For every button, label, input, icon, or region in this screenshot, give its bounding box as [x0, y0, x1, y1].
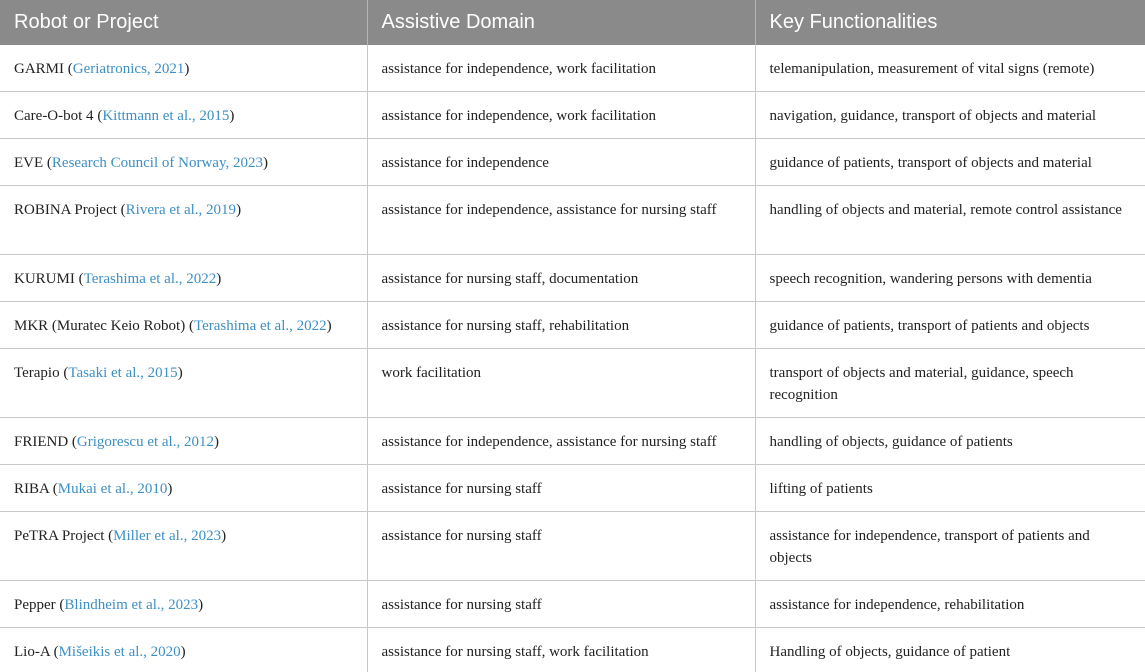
cell-robot-or-project: Care-O-bot 4 (Kittmann et al., 2015) [0, 92, 367, 139]
robot-name: GARMI [14, 61, 64, 77]
cell-key-functionalities: lifting of patients [755, 465, 1145, 512]
robot-name: Terapio [14, 365, 60, 381]
table-row [0, 628, 1145, 672]
table-row [0, 302, 1145, 349]
citation-link[interactable]: Terashima et al., 2022 [194, 318, 327, 334]
cell-key-functionalities: assistance for independence, rehabilitation [755, 581, 1145, 628]
citation-link[interactable]: Geriatronics, 2021 [73, 61, 185, 77]
robot-name: Lio-A [14, 644, 50, 660]
cell-assistive-domain: assistance for nursing staff, rehabilitation [367, 302, 755, 349]
cell-key-functionalities: Handling of objects, guidance of patient [755, 628, 1145, 672]
citation-link[interactable]: Tasaki et al., 2015 [68, 365, 177, 381]
cell-robot-or-project: KURUMI (Terashima et al., 2022) [0, 255, 367, 302]
header-key-functionalities: Key Functionalities [755, 0, 1145, 45]
table-row [0, 45, 1145, 92]
table-row [0, 186, 1145, 255]
table-row [0, 255, 1145, 302]
cell-assistive-domain: assistance for independence, work facilitation [367, 92, 755, 139]
robot-name: Care-O-bot 4 [14, 108, 94, 124]
cell-robot-or-project: FRIEND (Grigorescu et al., 2012) [0, 418, 367, 465]
cell-assistive-domain: assistance for nursing staff, work facilitation [367, 628, 755, 672]
cell-robot-or-project: EVE (Research Council of Norway, 2023) [0, 139, 367, 186]
cell-key-functionalities: handling of objects, guidance of patients [755, 418, 1145, 465]
table-row [0, 139, 1145, 186]
citation-link[interactable]: Mukai et al., 2010 [58, 481, 168, 497]
cell-assistive-domain: assistance for nursing staff [367, 512, 755, 581]
table-row [0, 581, 1145, 628]
table-row [0, 418, 1145, 465]
cell-robot-or-project: Terapio (Tasaki et al., 2015) [0, 349, 367, 418]
table-row [0, 92, 1145, 139]
robot-name: EVE [14, 155, 43, 171]
cell-robot-or-project: MKR (Muratec Keio Robot) (Terashima et al., 2022) [0, 302, 367, 349]
cell-assistive-domain: work facilitation [367, 349, 755, 418]
cell-assistive-domain: assistance for independence, assistance for nursing staff [367, 186, 755, 255]
header-row [0, 0, 1145, 45]
robot-name: ROBINA Project [14, 202, 117, 218]
cell-assistive-domain: assistance for nursing staff, documentation [367, 255, 755, 302]
cell-key-functionalities: transport of objects and material, guidance, speech recognition [755, 349, 1145, 418]
robot-name: Pepper [14, 597, 56, 613]
robot-name: RIBA [14, 481, 49, 497]
citation-link[interactable]: Grigorescu et al., 2012 [77, 434, 214, 450]
citation-link[interactable]: Mišeikis et al., 2020 [59, 644, 181, 660]
cell-assistive-domain: assistance for nursing staff [367, 581, 755, 628]
cell-key-functionalities: telemanipulation, measurement of vital signs (remote) [755, 45, 1145, 92]
table-row [0, 512, 1145, 581]
citation-link[interactable]: Terashima et al., 2022 [84, 271, 217, 287]
citation-link[interactable]: Kittmann et al., 2015 [102, 108, 229, 124]
cell-assistive-domain: assistance for nursing staff [367, 465, 755, 512]
table-row [0, 349, 1145, 418]
cell-robot-or-project: Lio-A (Mišeikis et al., 2020) [0, 628, 367, 672]
table-row [0, 465, 1145, 512]
citation-link[interactable]: Rivera et al., 2019 [126, 202, 236, 218]
citation-link[interactable]: Miller et al., 2023 [113, 528, 221, 544]
cell-key-functionalities: speech recognition, wandering persons with dementia [755, 255, 1145, 302]
robot-name: FRIEND [14, 434, 68, 450]
citation-link[interactable]: Research Council of Norway, 2023 [52, 155, 263, 171]
cell-key-functionalities: navigation, guidance, transport of objects and material [755, 92, 1145, 139]
cell-robot-or-project: RIBA (Mukai et al., 2010) [0, 465, 367, 512]
cell-key-functionalities: assistance for independence, transport of patients and objects [755, 512, 1145, 581]
robot-name: MKR (Muratec Keio Robot) [14, 318, 185, 334]
robot-name: KURUMI [14, 271, 75, 287]
cell-robot-or-project: ROBINA Project (Rivera et al., 2019) [0, 186, 367, 255]
robot-name: PeTRA Project [14, 528, 104, 544]
cell-assistive-domain: assistance for independence, assistance for nursing staff [367, 418, 755, 465]
cell-key-functionalities: guidance of patients, transport of patients and objects [755, 302, 1145, 349]
citation-link[interactable]: Blindheim et al., 2023 [64, 597, 198, 613]
cell-assistive-domain: assistance for independence [367, 139, 755, 186]
cell-assistive-domain: assistance for independence, work facilitation [367, 45, 755, 92]
header-robot-or-project: Robot or Project [0, 0, 367, 45]
cell-key-functionalities: guidance of patients, transport of objects and material [755, 139, 1145, 186]
cell-robot-or-project: Pepper (Blindheim et al., 2023) [0, 581, 367, 628]
header-assistive-domain: Assistive Domain [367, 0, 755, 45]
cell-robot-or-project: PeTRA Project (Miller et al., 2023) [0, 512, 367, 581]
cell-robot-or-project: GARMI (Geriatronics, 2021) [0, 45, 367, 92]
cell-key-functionalities: handling of objects and material, remote control assistance [755, 186, 1145, 255]
